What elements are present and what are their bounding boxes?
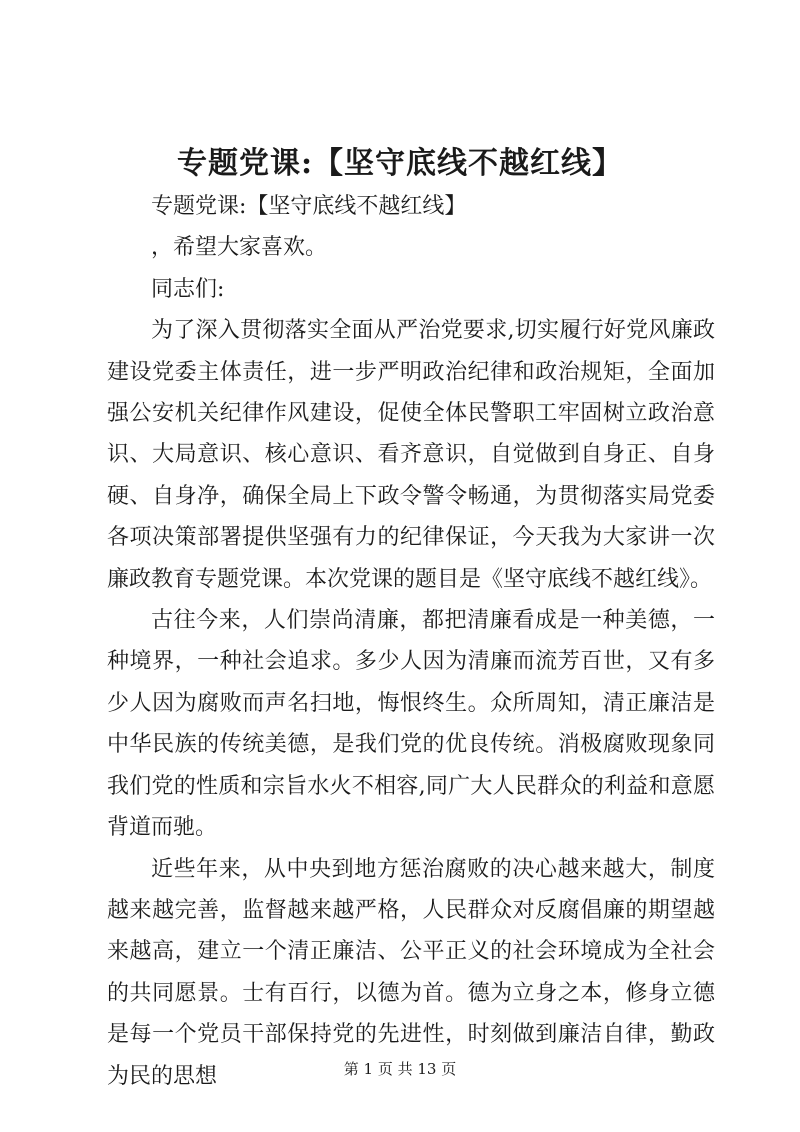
paragraph-salutation: 同志们: bbox=[151, 276, 225, 302]
document-body bbox=[107, 186, 715, 1097]
paragraph-integrity: 古往今来，人们崇尚清廉，都把清廉看成是一种美德，一种境界，一种社会追求。多少人因为清廉而流芳百世，又有多少人因为腐败而声名扫地，悔恨终生。众所周知，清正廉洁是中华民族的传统美德，是我们党的优良传统。消极腐败现象同我们党的性质和宗旨水火不相容,同广大人民群众的利益和意愿背道而驰。 bbox=[107, 608, 715, 841]
paragraph-recent-years: 近些年来，从中央到地方惩治腐败的决心越来越大，制度越来越完善，监督越来越严格，人民群众对反腐倡廉的期望越来越高，建立一个清正廉洁、公平正义的社会环境成为全社会的共同愿景。士有百行，以德为首。德为立身之本，修身立德是每一个党员干部保持党的先进性，时刻做到廉洁自律，勤政为民的思想 bbox=[107, 856, 715, 1089]
paragraph-subtitle: 专题党课:【坚守底线不越红线】 bbox=[151, 194, 467, 219]
paragraph-intro: 为了深入贯彻落实全面从严治党要求,切实履行好党风廉政建设党委主体责任，进一步严明政治纪律和政治规矩，全面加强公安机关纪律作风建设，促使全体民警职工牢固树立政治意识、大局意识、核心意识、看齐意识，自觉做到自身正、自身硬、自身净，确保全局上下政令警令畅通，为贯彻落实局党委各项决策部署提供坚强有力的纪律保证，今天我为大家讲一次廉政教育专题党课。本次党课的题目是《坚守底线不越红线》。 bbox=[107, 318, 715, 592]
page-number-footer: 第 1 页 共 13 页 bbox=[343, 1060, 457, 1078]
paragraph-greeting-note: ，希望大家喜欢。 bbox=[151, 235, 328, 261]
document-title: 专题党课:【坚守底线不越红线】 bbox=[176, 146, 624, 181]
